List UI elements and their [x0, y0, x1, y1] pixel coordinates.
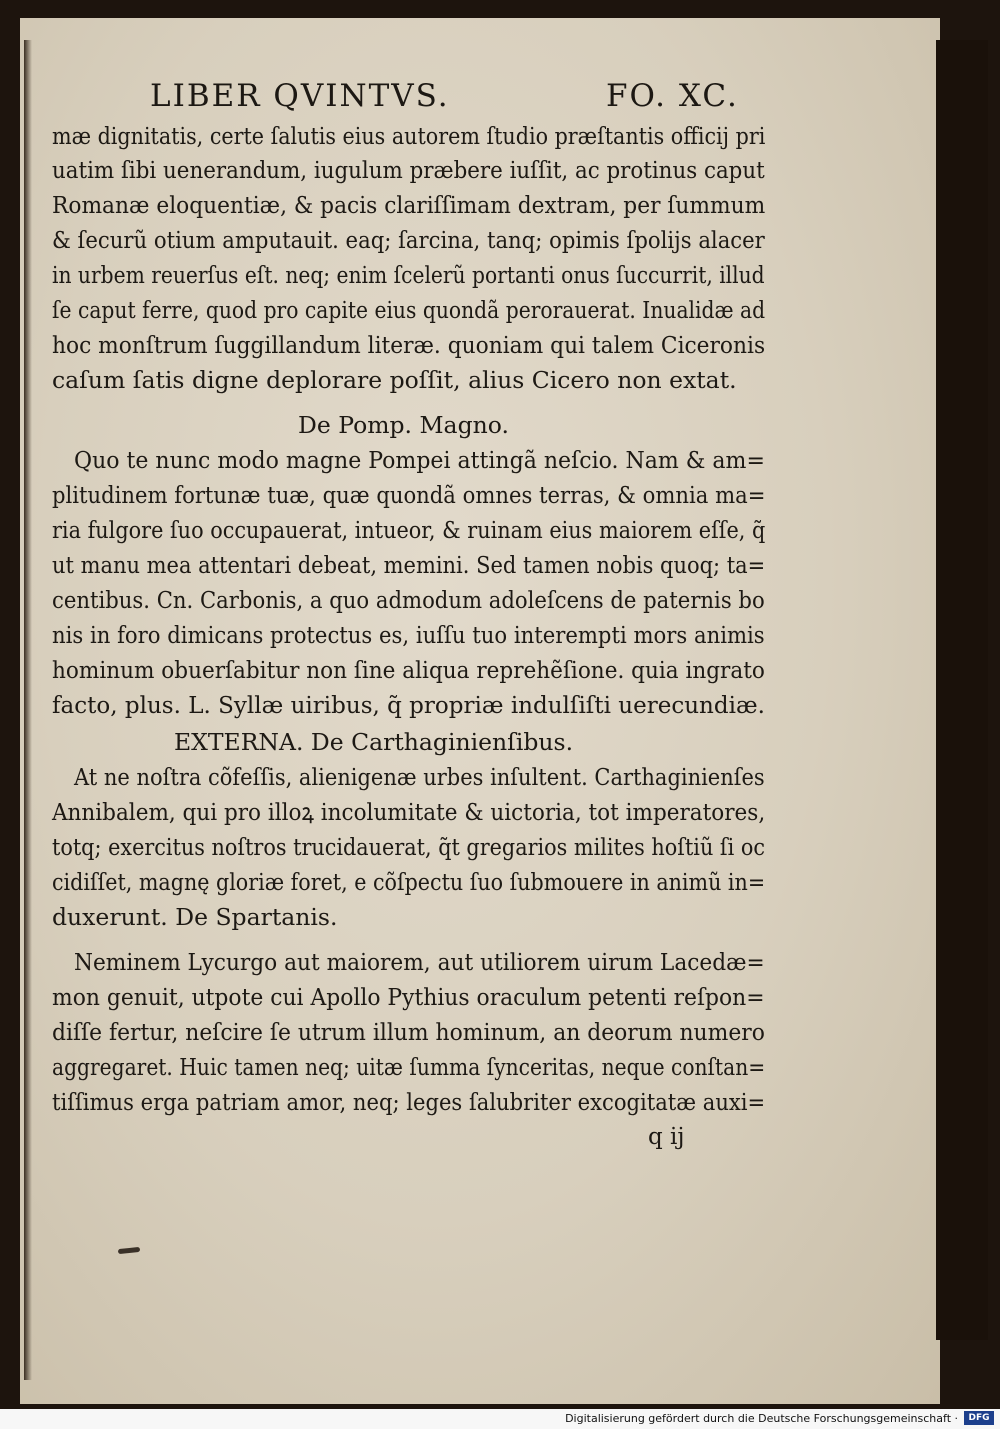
text-line: totq; exercitus noſtros trucidauerat, q̃t gregarios milites hoſtiũ ſi oc: [52, 833, 765, 861]
text-line: Quo te nunc modo magne Pompei attingã neſcio. Nam & am=: [74, 446, 765, 474]
text-line: nis in foro dimicans protectus es, iuſſu tuo interempti mors animis: [52, 621, 765, 649]
text-line: in urbem reuerſus eſt. neq; enim ſcelerũ portanti onus ſuccurrit, illud: [52, 261, 765, 289]
section-heading: De Pomp. Magno.: [298, 411, 509, 439]
text-line: ſe caput ferre, quod pro capite eius quondã perorauerat. Inualidæ ad: [52, 296, 766, 324]
page-edge-shadow: [936, 40, 988, 1340]
dfg-logo-icon: DFG: [964, 1411, 994, 1425]
page-gutter-shadow: [24, 40, 32, 1380]
text-line: Neminem Lycurgo aut maiorem, aut utiliorem uirum Lacedæ=: [74, 948, 765, 976]
text-line: ut manu mea attentari debeat, memini. Sed tamen nobis quoq; ta=: [52, 551, 766, 579]
text-line: cidiſſet, magnę gloriæ foret, e cõſpectu ſuo ſubmouere in animũ in=: [52, 868, 766, 896]
text-line: diſſe fertur, neſcire ſe utrum illum hominum, an deorum numero: [52, 1018, 765, 1046]
text-line: At ne noſtra cõfeſſis, alienigenæ urbes inſultent. Carthaginienſes: [74, 763, 765, 791]
text-line: caſum ſatis digne deplorare poſſit, alius Cicero non extat.: [52, 366, 737, 394]
text-line: mon genuit, utpote cui Apollo Pythius oraculum petenti reſpon=: [52, 983, 765, 1011]
text-line: facto, plus. L. Syllæ uiribus, q̃ propriæ indulſiſti uerecundiæ.: [52, 691, 765, 719]
text-line: ria fulgore ſuo occupauerat, intueor, & ruinam eius maiorem eſſe, q̃: [52, 516, 766, 544]
text-line: mæ dignitatis, certe ſalutis eius autorem ſtudio præſtantis officij pri: [52, 122, 766, 150]
text-line: tiſſimus erga patriam amor, neq; leges ſalubriter excogitatæ auxi=: [52, 1088, 766, 1116]
text-line: uatim ſibi uenerandum, iugulum præbere iuſſit, ac protinus caput: [52, 156, 765, 184]
text-line: Romanæ eloquentiæ, & pacis clariſſimam dextram, per ſummum: [52, 191, 766, 219]
text-line: Annibalem, qui pro illoꝝ incolumitate & uictoria, tot imperatores,: [52, 798, 766, 826]
footer-credit: Digitalisierung gefördert durch die Deutsche Forschungsgemeinschaft ·: [565, 1412, 958, 1425]
folio-number: FO. XC.: [606, 78, 739, 114]
text-line: plitudinem fortunæ tuæ, quæ quondã omnes terras, & omnia ma=: [52, 481, 766, 509]
text-line: duxerunt. De Spartanis.: [52, 903, 338, 931]
text-line: hominum obuerſabitur non ſine aliqua reprehẽſione. quia ingrato: [52, 656, 765, 684]
signature-mark: q ij: [648, 1124, 685, 1150]
text-line: aggregaret. Huic tamen neq; uitæ ſumma ſynceritas, neque conſtan=: [52, 1053, 766, 1081]
text-line: centibus. Cn. Carbonis, a quo admodum adoleſcens de paternis bo: [52, 586, 765, 614]
footer-bar: [0, 1409, 1000, 1429]
running-head: LIBER QVINTVS.: [150, 78, 450, 114]
text-line: & ſecurũ otium amputauit. eaq; ſarcina, tanq; opimis ſpolijs alacer: [52, 226, 765, 254]
section-heading: EXTERNA. De Carthaginienſibus.: [174, 728, 574, 756]
text-line: hoc monſtrum ſuggillandum literæ. quoniam qui talem Ciceronis: [52, 331, 766, 359]
